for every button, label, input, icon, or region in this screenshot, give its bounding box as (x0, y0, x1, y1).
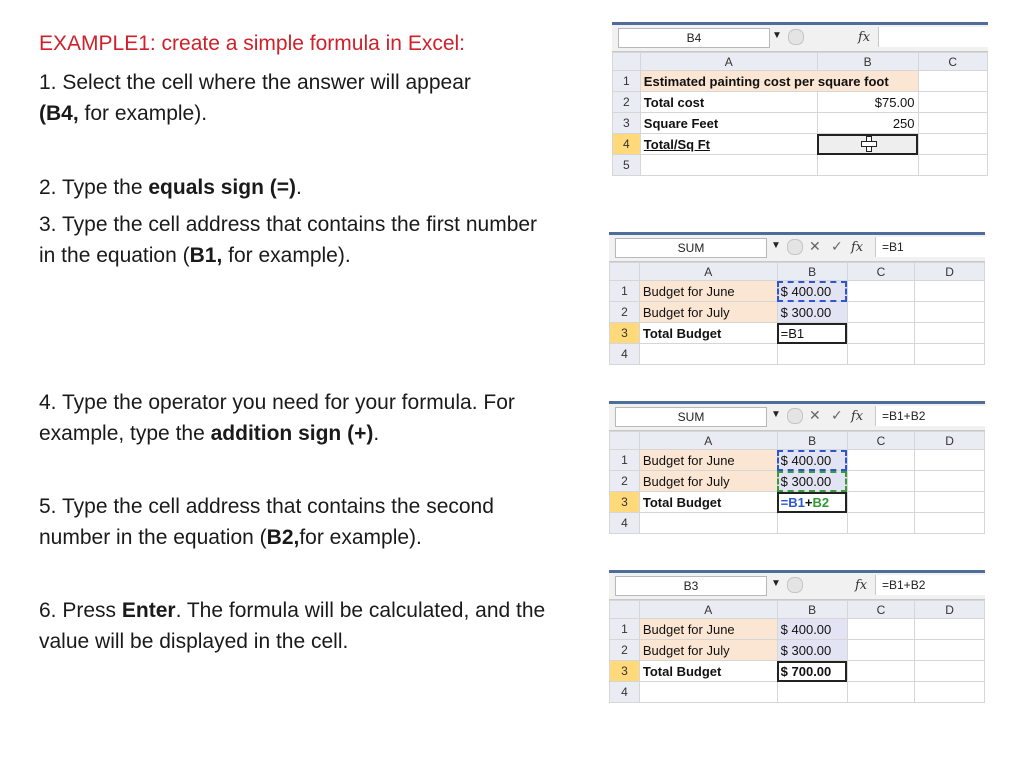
cell-d3[interactable] (915, 661, 985, 682)
formula-input[interactable] (878, 27, 988, 47)
select-all-corner[interactable] (610, 432, 640, 450)
cell-c3[interactable] (847, 492, 915, 513)
row-header[interactable]: 1 (610, 281, 640, 302)
cell-c2[interactable] (847, 302, 915, 323)
cell-c5[interactable] (918, 155, 987, 176)
cell-a2[interactable]: Budget for July (639, 471, 777, 492)
step-6-bold: Enter (121, 599, 176, 622)
cell-a1[interactable]: Estimated painting cost per square foot (640, 71, 918, 92)
row-header[interactable]: 4 (613, 134, 641, 155)
cell-d4[interactable] (915, 344, 985, 365)
formula-ref-b2: B2 (812, 494, 830, 510)
step-1-bold: (B4, (39, 102, 79, 125)
formula-operator: + (804, 494, 813, 510)
worksheet-grid (609, 431, 985, 534)
cell-a3[interactable]: Total Budget (639, 661, 777, 682)
cell-c3[interactable] (847, 323, 915, 344)
cell-a4[interactable]: Total/Sq Ft (640, 134, 817, 155)
cell-c4[interactable] (847, 513, 915, 534)
fx-icon[interactable]: fx (858, 30, 871, 45)
column-header[interactable]: B (777, 601, 847, 619)
column-header[interactable]: A (639, 601, 777, 619)
cell-c1[interactable] (918, 71, 987, 92)
cell-d4[interactable] (915, 513, 985, 534)
row-header[interactable]: 1 (613, 71, 641, 92)
cell-b1[interactable]: $ 400.00 (777, 281, 847, 302)
row-header[interactable]: 3 (613, 113, 641, 134)
worksheet-grid (609, 600, 985, 703)
select-all-corner[interactable] (610, 263, 640, 281)
cell-d4[interactable] (915, 682, 985, 703)
formula-bar (609, 573, 985, 600)
column-header[interactable]: A (639, 432, 777, 450)
step-6-tail: . The formula will be calculated, and the value will be displayed in the cell. (39, 599, 546, 653)
example-title: EXAMPLE1: create a simple formula in Excel: (39, 32, 466, 55)
formula-input[interactable]: =B1+B2 (875, 575, 985, 595)
formula-bar (612, 25, 988, 52)
step-4-bold: addition sign (+) (210, 422, 374, 445)
select-all-corner[interactable] (613, 53, 641, 71)
enter-check-icon[interactable]: ✓ (831, 239, 843, 255)
cell-a2[interactable]: Total cost (640, 92, 817, 113)
select-all-corner[interactable] (610, 601, 640, 619)
step-1-tail: for example). (78, 102, 208, 125)
step-5 (39, 491, 559, 553)
row-header[interactable]: 5 (613, 155, 641, 176)
formula-bar-grip-icon (787, 577, 803, 593)
step-4-tail: . (373, 422, 380, 445)
row-header[interactable]: 4 (610, 513, 640, 534)
column-header[interactable]: C (847, 432, 915, 450)
dropdown-arrow-icon[interactable]: ▼ (771, 240, 781, 251)
name-box[interactable]: B3 (615, 576, 767, 596)
step-3-bold: B1, (189, 244, 223, 267)
formula-equals: = (780, 494, 789, 510)
cell-b2[interactable]: $75.00 (817, 92, 918, 113)
row-header[interactable]: 1 (610, 619, 640, 640)
cancel-icon[interactable]: ✕ (809, 408, 821, 424)
column-header[interactable]: C (918, 53, 987, 71)
cell-cursor-icon (861, 136, 875, 150)
step-3 (39, 209, 549, 271)
cell-c4[interactable] (918, 134, 987, 155)
excel-screenshot-2 (609, 232, 985, 365)
enter-check-icon[interactable]: ✓ (831, 408, 843, 424)
formula-bar-grip-icon (787, 408, 803, 424)
row-header[interactable]: 3 (610, 492, 640, 513)
dropdown-arrow-icon[interactable]: ▼ (772, 30, 782, 41)
step-5-bold: B2, (266, 526, 300, 549)
column-header[interactable]: B (817, 53, 918, 71)
cell-c2[interactable] (847, 471, 915, 492)
cell-a5[interactable] (640, 155, 817, 176)
cell-c3[interactable] (918, 113, 987, 134)
cancel-icon[interactable]: ✕ (809, 239, 821, 255)
cell-a3[interactable]: Square Feet (640, 113, 817, 134)
cell-c1[interactable] (847, 619, 915, 640)
column-header[interactable]: D (915, 263, 985, 281)
cell-b4[interactable] (777, 682, 847, 703)
row-header[interactable]: 4 (610, 344, 640, 365)
dropdown-arrow-icon[interactable]: ▼ (771, 578, 781, 589)
step-3-tail: for example). (222, 244, 351, 267)
step-1 (39, 67, 479, 129)
column-header[interactable]: C (847, 263, 915, 281)
row-header[interactable]: 3 (610, 661, 640, 682)
cell-b1[interactable]: $ 400.00 (777, 619, 847, 640)
cell-b2[interactable]: $ 300.00 (777, 302, 847, 323)
cell-a4[interactable] (639, 344, 777, 365)
step-2-tail: . (295, 176, 302, 199)
row-header[interactable]: 1 (610, 450, 640, 471)
cell-d1[interactable] (915, 619, 985, 640)
formula-ref-b1: B1 (788, 494, 805, 510)
cell-c1[interactable] (847, 450, 915, 471)
step-1-text: 1. Select the cell where the answer will appear (39, 71, 471, 94)
cell-d2[interactable] (915, 302, 985, 323)
cell-d1[interactable] (915, 281, 985, 302)
fx-icon[interactable]: fx (855, 578, 868, 593)
cell-a1[interactable]: Budget for June (639, 281, 777, 302)
formula-input[interactable]: =B1+B2 (875, 406, 985, 426)
cell-d2[interactable] (915, 471, 985, 492)
excel-screenshot-4 (609, 570, 985, 703)
formula-bar (609, 404, 985, 431)
row-header[interactable]: 3 (610, 323, 640, 344)
cell-d3[interactable] (915, 492, 985, 513)
cell-a1[interactable]: Budget for June (639, 619, 777, 640)
step-2-bold: equals sign (=) (148, 176, 296, 199)
cell-b4[interactable] (817, 134, 918, 155)
cell-a2[interactable]: Budget for July (639, 640, 777, 661)
cell-c4[interactable] (847, 682, 915, 703)
cell-c4[interactable] (847, 344, 915, 365)
cell-c2[interactable] (918, 92, 987, 113)
step-4-text: 4. Type the operator you need for your formula. For example, type the (39, 391, 515, 445)
fx-icon[interactable]: fx (851, 409, 864, 424)
step-5-tail: for example). (299, 526, 422, 549)
cell-b4[interactable] (777, 513, 847, 534)
formula-bar (609, 235, 985, 262)
row-header[interactable]: 4 (610, 682, 640, 703)
column-header[interactable]: A (639, 263, 777, 281)
cell-a3[interactable]: Total Budget (639, 323, 777, 344)
cell-a3[interactable]: Total Budget (639, 492, 777, 513)
cell-b5[interactable] (817, 155, 918, 176)
column-header[interactable]: C (847, 601, 915, 619)
column-header[interactable]: B (777, 432, 847, 450)
cell-c1[interactable] (847, 281, 915, 302)
step-4 (39, 387, 559, 449)
formula-bar-grip-icon (788, 29, 804, 45)
cell-d3[interactable] (915, 323, 985, 344)
fx-icon[interactable]: fx (851, 240, 864, 255)
cell-d2[interactable] (915, 640, 985, 661)
cell-a1[interactable]: Budget for June (639, 450, 777, 471)
formula-bar-grip-icon (787, 239, 803, 255)
cell-b2[interactable]: $ 300.00 (777, 640, 847, 661)
column-header[interactable]: D (915, 601, 985, 619)
column-header[interactable]: B (777, 263, 847, 281)
column-header[interactable]: A (640, 53, 817, 71)
column-header[interactable]: D (915, 432, 985, 450)
cell-b3[interactable]: $ 700.00 (777, 661, 847, 682)
worksheet-grid (612, 52, 988, 176)
step-3-text: 3. Type the cell address that contains the first number in the equation ( (39, 213, 538, 267)
cell-d1[interactable] (915, 450, 985, 471)
formula-input[interactable]: =B1 (875, 237, 985, 257)
cell-b3[interactable] (777, 492, 847, 513)
row-header[interactable]: 2 (610, 302, 640, 323)
step-6 (39, 595, 579, 657)
dropdown-arrow-icon[interactable]: ▼ (771, 409, 781, 420)
name-box[interactable]: SUM (615, 238, 767, 258)
name-box[interactable]: B4 (618, 28, 770, 48)
name-box[interactable]: SUM (615, 407, 767, 427)
cell-a2[interactable]: Budget for July (639, 302, 777, 323)
cell-c2[interactable] (847, 640, 915, 661)
cell-a4[interactable] (639, 513, 777, 534)
cell-a4[interactable] (639, 682, 777, 703)
excel-screenshot-3 (609, 401, 985, 534)
row-header[interactable]: 2 (610, 471, 640, 492)
worksheet-grid (609, 262, 985, 365)
row-header[interactable]: 2 (610, 640, 640, 661)
step-5-text: 5. Type the cell address that contains the second number in the equation ( (39, 495, 494, 549)
row-header[interactable]: 2 (613, 92, 641, 113)
step-2 (39, 172, 559, 203)
step-6-text: 6. Press (39, 599, 122, 622)
cell-b3[interactable]: =B1 (777, 323, 847, 344)
step-2-text: 2. Type the (39, 176, 149, 199)
cell-b4[interactable] (777, 344, 847, 365)
excel-screenshot-1 (612, 22, 988, 176)
cell-b3[interactable]: 250 (817, 113, 918, 134)
cell-b2[interactable]: $ 300.00 (777, 471, 847, 492)
cell-b1[interactable]: $ 400.00 (777, 450, 847, 471)
cell-c3[interactable] (847, 661, 915, 682)
